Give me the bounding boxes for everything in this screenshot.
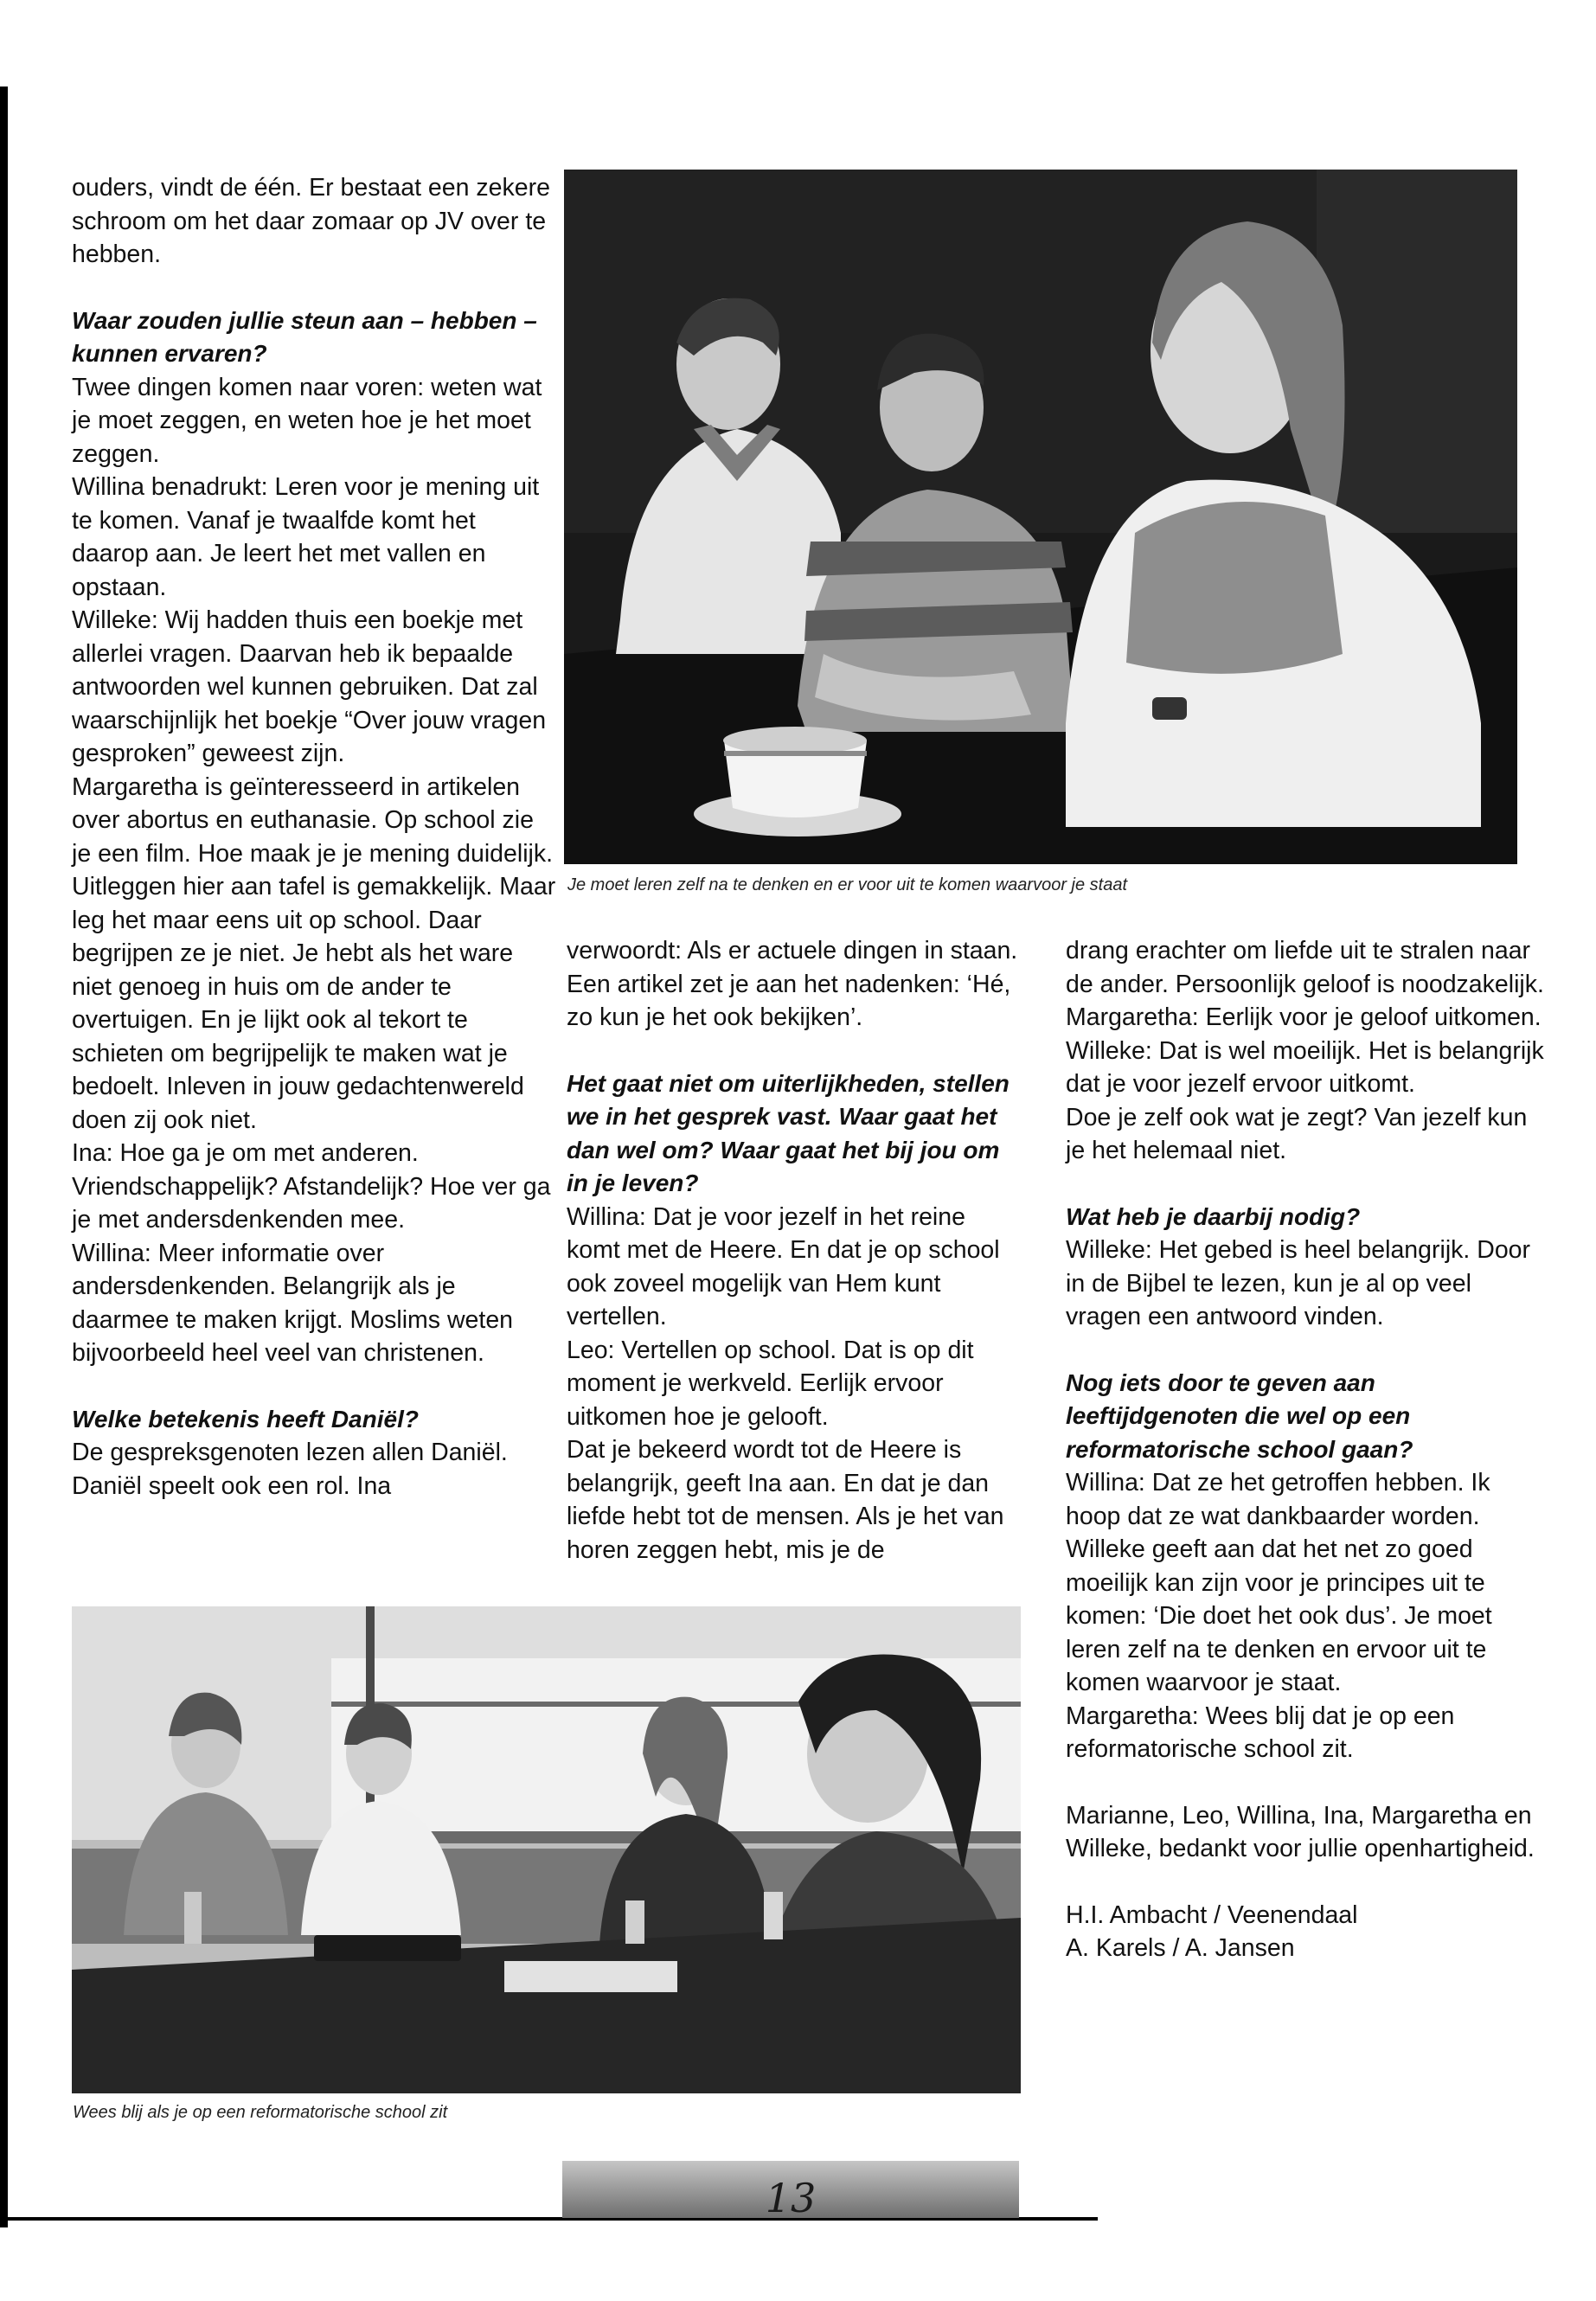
paragraph: Marianne, Leo, Willina, Ina, Margaretha en Willeke, bedankt voor jullie openhartigheid. — [1066, 1801, 1535, 1862]
paragraph-spacer — [567, 1035, 1025, 1067]
question-heading: Welke betekenis heeft Daniël? — [72, 1405, 419, 1433]
paragraph: Dat je bekeerd wordt tot de Heere is belangrijk, geeft Ina aan. En dat je dan liefde hebt tot de mensen. Als je het van horen zeggen hebt, mis je de — [567, 1436, 1004, 1564]
photo-three-students-caption: Je moet leren zelf na te denken en er voor uit te komen waarvoor je staat — [567, 875, 1128, 894]
paragraph: Willeke: Dat is wel moeilijk. Het is belangrijk dat je voor jezelf ervoor uitkomt. — [1066, 1036, 1544, 1098]
paragraph: Willina: Dat ze het getroffen hebben. Ik hoop dat ze wat dankbaarder worden. — [1066, 1469, 1490, 1530]
paragraph-spacer — [1066, 1334, 1550, 1367]
page-binding-edge — [0, 87, 8, 2227]
paragraph: Ina: Hoe ga je om met anderen. Vriendschappelijk? Afstandelijk? Hoe ver ga je met andersdenkenden mee. — [72, 1139, 551, 1234]
paragraph-spacer — [1066, 1766, 1550, 1799]
question-heading: Nog iets door te geven aan leeftijdgenoten die wel op een reformatorische school gaan? — [1066, 1368, 1413, 1463]
paragraph: Willeke: Wij hadden thuis een boekje met allerlei vragen. Daarvan heb ik bepaalde antwoorden wel kunnen gebruiken. Dat zal waarschijnlijk het boekje “Over jouw vragen gesproken” geweest zijn. — [72, 606, 547, 767]
paragraph: Doe je zelf ook wat je zegt? Van jezelf kun je het helemaal niet. — [1066, 1103, 1528, 1164]
text-column-3 — [1066, 934, 1550, 1965]
page-footer — [562, 2161, 1019, 2221]
paragraph: Twee dingen komen naar voren: weten wat je moet zeggen, en weten hoe je het moet zeggen. — [72, 373, 542, 468]
text-column-1 — [72, 171, 556, 1503]
paragraph: verwoordt: Als er actuele dingen in staan. Een artikel zet je aan het nadenken: ‘Hé, zo kun je het ook bekijken’. — [567, 937, 1018, 1031]
question-heading: Waar zouden jullie steun aan – hebben – kunnen ervaren? — [72, 306, 537, 367]
paragraph: Willeke geeft aan dat het net zo goed moeilijk kan zijn voor je principes uit te komen: ‘Die doet het ook dus’. Je moet leren zelf na te denken en ervoor uit te komen waarvoor je staat. — [1066, 1535, 1492, 1696]
question-heading: Wat heb je daarbij nodig? — [1066, 1202, 1361, 1230]
paragraph: Leo: Vertellen op school. Dat is op dit moment je werkveld. Eerlijk ervoor uitkomen hoe je gelooft. — [567, 1336, 974, 1431]
paragraph: A. Karels / A. Jansen — [1066, 1934, 1295, 1962]
paragraph: Willina: Meer informatie over andersdenkenden. Belangrijk als je daarmee te maken krijgt. Moslims weten bijvoorbeeld heel veel van christenen. — [72, 1239, 514, 1367]
photo-three-students — [564, 170, 1517, 864]
paragraph: Margaretha: Wees blij dat je op een reformatorische school zit. — [1066, 1702, 1455, 1763]
page-number: 13 — [765, 2175, 817, 2221]
paragraph: Willina: Dat je voor jezelf in het reine komt met de Heere. En dat je op school ook zoveel mogelijk van Hem kunt vertellen. — [567, 1202, 1000, 1330]
paragraph: Margaretha is geïnteresseerd in artikelen over abortus en euthanasie. Op school zie je een film. Hoe maak je je mening duidelijk. Uitleggen hier aan tafel is gemakkelijk. Maar leg het maar eens uit op school. Daar begrijpen ze je niet. Je hebt als het ware niet genoeg in huis om de ander te overtuigen. En je lijkt ook al tekort te schieten om begrijpelijk te maken wat je bedoelt. Inleven in jouw gedachtenwereld doen zij ook niet. — [72, 772, 556, 1134]
paragraph: drang erachter om liefde uit te stralen naar de ander. Persoonlijk geloof is noodzakelijk. — [1066, 937, 1544, 998]
paragraph: H.I. Ambacht / Veenendaal — [1066, 1900, 1358, 1929]
paragraph: ouders, vindt de één. Er bestaat een zekere schroom om het daar zomaar op JV over te hebben. — [72, 174, 550, 268]
photo-three-students-illustration — [564, 170, 1517, 864]
photo-group-table-caption: Wees blij als je op een reformatorische school zit — [73, 2103, 448, 2122]
text-column-2 — [567, 934, 1025, 1567]
paragraph-spacer — [1066, 1168, 1550, 1201]
paragraph: De gespreksgenoten lezen allen Daniël. Daniël speelt ook een rol. Ina — [72, 1439, 508, 1500]
paragraph: Willeke: Het gebed is heel belangrijk. Door in de Bijbel te lezen, kun je al op veel vragen een antwoord vinden. — [1066, 1236, 1531, 1330]
photo-group-table-illustration — [72, 1606, 1021, 2093]
paragraph: Margaretha: Eerlijk voor je geloof uitkomen. — [1066, 1003, 1542, 1031]
question-heading: Het gaat niet om uiterlijkheden, stellen we in het gesprek vast. Waar gaat het dan wel om? Waar gaat het bij jou om in je leven? — [567, 1069, 1010, 1196]
paragraph-spacer — [1066, 1866, 1550, 1899]
photo-group-table — [72, 1606, 1021, 2093]
paragraph-spacer — [72, 272, 556, 304]
paragraph: Willina benadrukt: Leren voor je mening uit te komen. Vanaf je twaalfde komt het daarop aan. Je leert het met vallen en opstaan. — [72, 473, 540, 601]
paragraph-spacer — [72, 1370, 556, 1403]
